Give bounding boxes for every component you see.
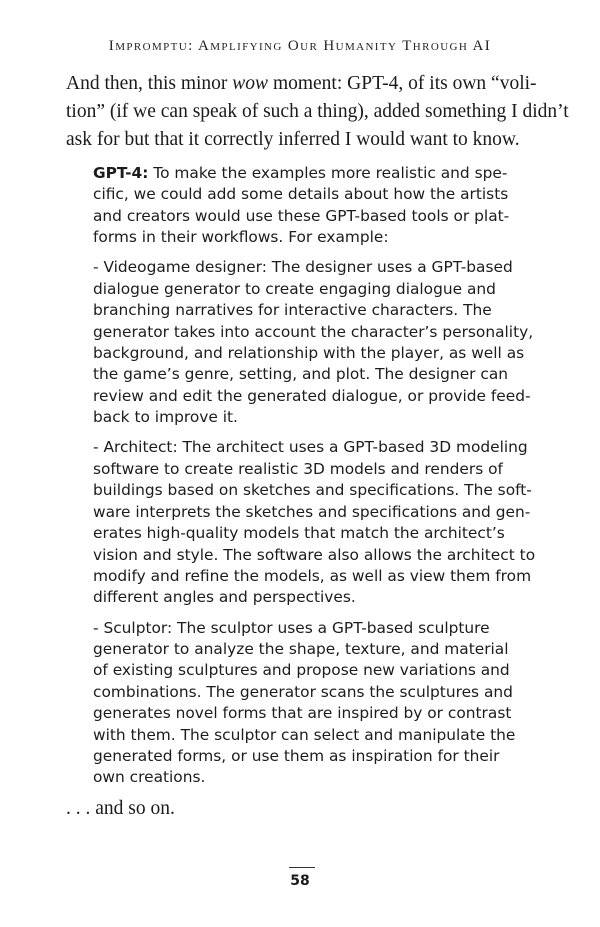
- response-text: To make the examples more realistic and spe-: [148, 164, 508, 182]
- response-line: different angles and perspectives.: [93, 588, 356, 607]
- response-line: generator takes into account the character’s personality,: [93, 322, 534, 341]
- response-paragraph-sculptor: [93, 618, 516, 789]
- running-head: Impromptu: Amplifying Our Humanity Through AI: [108, 38, 492, 54]
- response-line: background, and relationship with the player, as well as: [93, 344, 525, 363]
- response-line: and creators would use these GPT-based tools or plat-: [93, 206, 510, 225]
- response-line: vision and style. The software also allows the architect to: [93, 545, 536, 564]
- response-line: software to create realistic 3D models and renders of: [93, 459, 503, 478]
- response-line: erates high-quality models that match the architect’s: [93, 524, 505, 543]
- closing-line: . . . and so on.: [66, 798, 175, 819]
- response-line: cific, we could add some details about how the artists: [93, 185, 509, 204]
- response-line: combinations. The generator scans the sculptures and: [93, 682, 513, 701]
- response-line: modify and refine the models, as well as view them from: [93, 566, 532, 585]
- emphasis-wow: wow: [232, 73, 269, 94]
- response-line: of existing sculptures and propose new variations and: [93, 661, 510, 680]
- response-paragraph-videogame-designer: [93, 257, 534, 428]
- response-line: - Architect: The architect uses a GPT-based 3D modeling: [93, 438, 528, 457]
- response-line: branching narratives for interactive characters. The: [93, 301, 492, 320]
- response-line: own creations.: [93, 768, 206, 787]
- response-paragraph-architect: [93, 437, 536, 608]
- response-line: buildings based on sketches and specifications. The soft-: [93, 481, 532, 500]
- page-number: 58: [290, 873, 310, 889]
- response-line: ware interprets the sketches and specifications and gen-: [93, 502, 531, 521]
- response-line: with them. The sculptor can select and manipulate the: [93, 725, 516, 744]
- intro-paragraph: [66, 70, 569, 154]
- gpt4-response-block: [93, 163, 536, 798]
- intro-text: And then, this minor: [66, 73, 233, 94]
- response-line: dialogue generator to create engaging dialogue and: [93, 279, 496, 298]
- response-line: generates novel forms that are inspired by or contrast: [93, 704, 512, 723]
- response-line: generator to analyze the shape, texture, and material: [93, 639, 509, 658]
- speaker-label: GPT-4:: [93, 164, 149, 182]
- response-line: [93, 163, 513, 184]
- response-line: forms in their workflows. For example:: [93, 228, 389, 247]
- response-line: generated forms, or use them as inspiration for their: [93, 746, 500, 765]
- response-line: - Sculptor: The sculptor uses a GPT-based sculpture: [93, 618, 490, 637]
- intro-line: tion” (if we can speak of such a thing), added something I didn’t: [66, 101, 569, 122]
- intro-line: [66, 70, 538, 98]
- response-line: review and edit the generated dialogue, or provide feed-: [93, 386, 531, 405]
- page-number-rule: [289, 867, 315, 868]
- response-paragraph-intro: [93, 163, 513, 249]
- response-line: - Videogame designer: The designer uses a GPT-based: [93, 258, 513, 277]
- response-line: back to improve it.: [93, 408, 238, 427]
- intro-line: ask for but that it correctly inferred I would want to know.: [66, 129, 520, 150]
- response-line: the game’s genre, setting, and plot. The designer can: [93, 365, 509, 384]
- intro-text: moment: GPT-4, of its own “voli-: [268, 73, 537, 94]
